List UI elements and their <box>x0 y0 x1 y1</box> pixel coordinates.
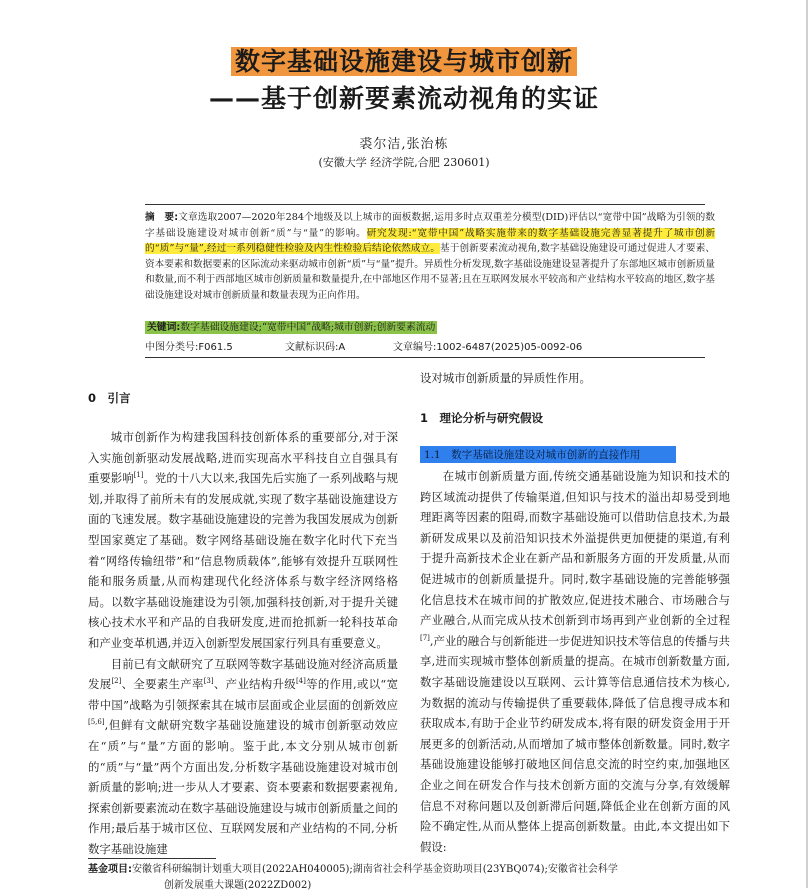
abstract <box>145 210 715 303</box>
citation: [3] <box>203 677 214 686</box>
left-column <box>88 427 398 859</box>
section-1-heading: 1 理论分析与研究假设 <box>420 411 544 425</box>
citation: [7] <box>420 633 430 642</box>
subsection-1-1-heading: 1.1 数字基础设施建设对城市创新的直接作用 <box>420 446 676 463</box>
abstract-text-2: 基于创新要素流动视角,数字基础设施建设可通过促进人才要素、资本要素和数据要素的区际流动来驱动城市创新“质”与“量”提升。异质性分析发现,数字基础设施建设显著提升了东部地区城市创新质量和数量,而不利于西部地区城市创新质量和数量提升,在中部地区作用不显著;且在互联网发展水平较高和产业结构水平较高的地区,数字基础设施建设对城市创新质量和数量表现为正向作用。 <box>145 243 715 301</box>
paper-subtitle: ——基于创新要素流动视角的实证 <box>208 84 599 113</box>
abstract-highlight: 研究发现:“宽带中国”战略实施带来的数字基础设施完善显著提升了城市创新的“质”与“量”,经过一系列稳健性检验及内生性检验后结论依然成立。 <box>145 227 715 254</box>
section-1-1-paragraph: 在城市创新质量方面,传统交通基础设施为知识和技术的跨区域流动提供了传输渠道,但知识与技术的溢出却易受到地理距离等因素的阻碍,而数字基础设施可以借助信息技术,为最新研发成果以及前沿知识技术外溢提供更加便捷的渠道,有利于提升高新技术企业在新产品和新服务方面的开发质量,从而促进城市的创新质量提升。同时,数字基础设施的完善能够强化信息技术在城市间的扩散效应,促进技术融合、市场融合与产业融合,从而完成从技术创新到市场再到产业创新的全过程[7],产业的融合与创新能进一步促进知识技术等信息的传播与共享,进而实现城市整体创新质量的提高。在城市创新数量方面,数字基础设施建设以互联网、云计算等信息通信技术为核心,为数据的流动与传输提供了重要载体,降低了信息搜寻成本和获取成本,有助于企业节约研发成本,将有限的研发资金用于开展更多的创新活动,从而增加了城市整体创新数量。同时,数字基础设施建设能够打破地区间信息交流的时空约束,加强地区企业之间在研发合作与技术创新方面的交流与分享,有效缓解信息不对称问题以及创新滞后问题,降低企业在创新方面的风险不确定性,从而从整体上提高创新数量。由此,本文提出如下假设: <box>420 469 730 854</box>
citation: [5,6] <box>88 718 105 727</box>
intro-paragraph-1: 城市创新作为构建我国科技创新体系的重要部分,对于深入实施创新驱动发展战略,进而实现高水平科技自立自强具有重要影响[1]。党的十八大以来,我国先后实施了一系列战略与规划,并取得了前所未有的发展成就,实现了数字基础设施建设方面的飞速发展。数字基础设施建设的完善为我国发展成为创新型国家奠定了基础。数字网络基础设施在数字化时代下充当着“网络传输纽带”和“信息物质载体”,能够有效提升互联网性能和服务质量,从而构建现代化经济体系与数字经济网络格局。以数字基础设施建设为引领,加强科技创新,对于提升关键核心技术水平和产品的自我研发度,进而抢抓新一轮科技革命和产业变革机遇,并迈入创新型发展国家行列具有重要意义。 <box>88 430 398 650</box>
authors: 裘尔洁,张治栋 <box>359 137 449 152</box>
abstract-text-1: 文章选取2007—2020年284个地级及以上城市的面板数据,运用多时点双重差分模型(DID)评估以“宽带中国”战略为引领的数字基础设施建设对城市创新“质”与“量”的影响。 <box>145 212 715 239</box>
citation: [1] <box>133 471 144 480</box>
title-highlight: 数字基础设施建设与城市创新 <box>231 47 577 76</box>
article-number: 文章编号:1002-6487(2025)05-0092-06 <box>393 342 583 353</box>
keywords-label: 关键词: <box>147 322 181 333</box>
abstract-top-rule <box>145 204 705 205</box>
keywords-text: 数字基础设施建设;“宽带中国”战略;城市创新;创新要素流动 <box>180 322 436 333</box>
citation: [4] <box>295 677 306 686</box>
section-0-heading: 0 引言 <box>88 391 131 405</box>
document-code: 文献标识码:A <box>285 342 346 353</box>
intro-paragraph-2: 目前已有文献研究了互联网等数字基础设施对经济高质量发展[2]、全要素生产率[3]、产业结构升级[4]等的作用,或以“宽带中国”战略为引领探索其在城市层面或企业层面的创新效应[5,6],但鲜有文献研究数字基础设施建设的城市创新驱动效应在“质”与“量”方面的影响。鉴于此,本文分别从城市创新的“质”与“量”两个方面出发,分析数字基础设施建设对城市创新质量的影响;进一步从人才要素、资本要素和数据要素视角,探索创新要素流动在数字基础设施建设与城市创新质量之间的作用;最后基于城市区位、互联网发展和产业结构的不同,分析数字基础设施建 <box>88 656 398 856</box>
paper-title <box>0 42 808 78</box>
keywords-highlight <box>145 321 437 334</box>
affiliation: (安徽大学 经济学院,合肥 230601) <box>318 156 490 169</box>
clc-number: 中图分类号:F061.5 <box>145 342 233 353</box>
right-column <box>420 466 730 857</box>
footnote-rule <box>88 858 216 859</box>
right-column-continuation: 设对城市创新质量的异质性作用。 <box>420 371 591 385</box>
funding-label: 基金项目: <box>88 864 132 875</box>
citation: [2] <box>111 677 122 686</box>
keywords <box>145 320 437 335</box>
abstract-label: 摘 要: <box>145 212 179 223</box>
abstract-bottom-rule <box>145 357 705 358</box>
funding-footnote: 基金项目:安徽省科研编制计划重大项目(2022AH040005);湖南省社会科学基金资助项目(23YBQ074);安徽省社会科学 创新发展重大课题(2022ZD002) <box>88 864 618 891</box>
